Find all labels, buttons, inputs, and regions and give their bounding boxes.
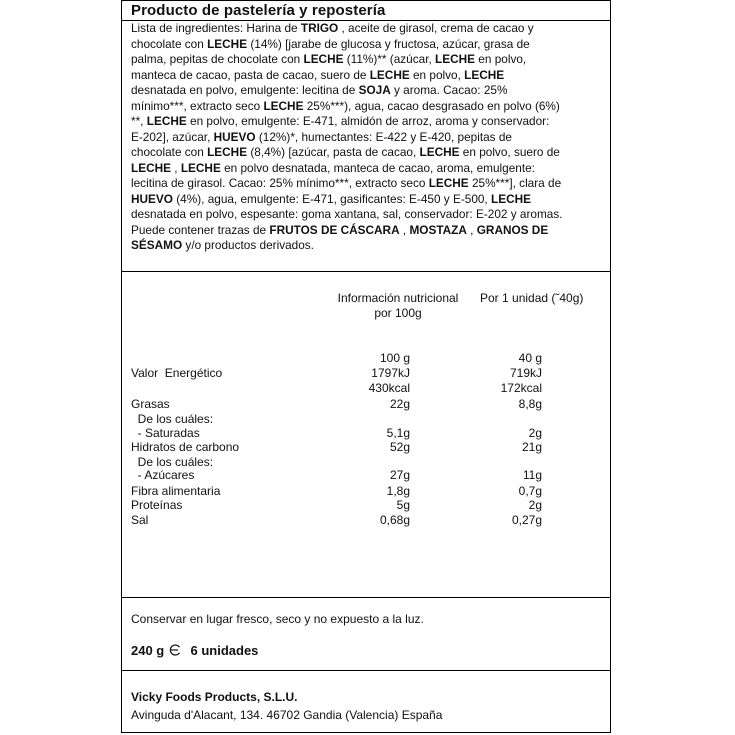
nutrition-label: Sal [131, 513, 149, 527]
nutrition-value-per-100g: 52g [389, 440, 410, 454]
ingredients-line [131, 68, 601, 84]
allergen-text: SÉSAMO [131, 238, 183, 252]
allergen-text: LECHE [131, 160, 171, 175]
nutrition-value-per-100g: 0,68g [379, 513, 410, 527]
nutrition-value-per-100g: 1,8g [386, 484, 410, 498]
ingredients-line [131, 192, 601, 208]
nutrition-value-per-100g: 5,1g [386, 426, 410, 440]
company-name: Vicky Foods Products, S.L.U. [131, 690, 298, 704]
allergen-text: HUEVO [213, 129, 256, 144]
e-mark-icon [169, 644, 181, 656]
ingredients-line [131, 207, 601, 223]
nutrition-col1-header-line2: por 100g [374, 306, 422, 320]
ingredients-line [131, 52, 601, 68]
nutrition-label: Hidratos de carbono [131, 440, 240, 454]
storage-instructions: Conservar en lugar fresco, seco y no expuesto a la luz. [131, 612, 424, 626]
unit-count: 6 unidades [190, 643, 259, 658]
allergen-text: LECHE [419, 145, 460, 159]
ingredient-text: y/o productos derivados. [182, 238, 314, 252]
ingredient-text: 25%***), agua, cacao desgrasado en polvo (6%) [303, 98, 560, 113]
ingredients-line [131, 99, 601, 115]
allergen-text: LECHE [491, 191, 531, 206]
ingredient-text: mínimo***, extracto seco [131, 98, 264, 113]
allergen-text: SOJA [358, 83, 391, 97]
allergen-text: HUEVO [131, 191, 173, 206]
ingredients-line [131, 130, 601, 146]
ingredient-text: 25%***], clara de [468, 176, 562, 190]
ingredient-text: en polvo desnatada, manteca de cacao, aroma, emulgente: [220, 160, 535, 175]
ingredients-line [131, 37, 601, 53]
allergen-text: MOSTAZA [409, 222, 467, 237]
ingredient-text: , aceite de girasol, crema de cacao y [338, 21, 534, 35]
ingredient-text: y aroma. Cacao: 25% [390, 83, 508, 97]
nutrition-label: Valor Energético [131, 366, 223, 380]
nutrition-value-per-100g: 430kcal [368, 381, 410, 395]
ingredient-text: manteca de cacao, pasta de cacao, suero de [131, 67, 370, 82]
ingredient-text: Puede contener trazas de [131, 222, 270, 237]
nutrition-label: - Saturadas [131, 426, 200, 440]
ingredient-text: (12%)*, humectantes: E-422 y E-420, pepitas de [255, 129, 512, 144]
ingredients-list [131, 21, 601, 254]
allergen-text: FRUTOS DE CÁSCARA [269, 222, 400, 237]
ingredients-divider [122, 271, 610, 272]
allergen-text: LECHE [435, 52, 476, 66]
nutrition-label: De los cuáles: [131, 455, 214, 469]
ingredient-text: en polvo, emulgente: E-471, almidón de arroz, aroma y conservador: [186, 114, 550, 128]
ingredient-text: palma, pepitas de chocolate con [131, 52, 304, 66]
nutrition-label: Fibra alimentaria [131, 484, 221, 498]
nutrition-value-per-unit: 2g [528, 426, 542, 440]
nutrition-value-per-unit: 0,27g [511, 513, 542, 527]
nutrition-label: Proteínas [131, 498, 183, 512]
ingredient-text: Lista de ingredientes: Harina de [131, 21, 301, 35]
ingredient-text: chocolate con [131, 145, 208, 159]
net-weight: 240 g [131, 643, 165, 658]
nutrition-value-per-unit: 11g [522, 468, 542, 482]
nutrition-value-per-100g: 1797kJ [371, 366, 410, 380]
nutrition-col1-amount: 100 g [379, 351, 410, 365]
ingredient-text: , [170, 160, 181, 175]
nutrition-label: - Azúcares [131, 468, 195, 482]
ingredients-line [131, 223, 601, 239]
ingredient-text: en polvo, [475, 52, 527, 66]
company-address: Avinguda d'Alacant, 134. 46702 Gandia (Valencia) España [131, 708, 443, 722]
nutrition-divider [122, 597, 610, 598]
ingredient-text: lecitina de girasol. Cacao: 25% mínimo***, extracto seco [131, 176, 429, 190]
ingredient-text: (8,4%) [azúcar, pasta de cacao, [247, 145, 420, 159]
ingredient-text: , [399, 222, 410, 237]
product-title: Producto de pastelería y repostería [131, 2, 386, 19]
nutrition-value-per-100g: 22g [389, 397, 410, 411]
allergen-text: LECHE [263, 98, 304, 113]
ingredient-text: E-202], azúcar, [131, 129, 214, 144]
product-label [121, 0, 611, 733]
nutrition-value-per-unit: 8,8g [518, 397, 542, 411]
ingredient-text: , [466, 222, 477, 237]
allergen-text: LECHE [207, 145, 248, 159]
ingredient-text: (14%) [jarabe de glucosa y fructosa, azúcar, grasa de [247, 36, 530, 51]
allergen-text: LECHE [369, 67, 410, 82]
nutrition-value-per-unit: 0,7g [518, 484, 542, 498]
nutrition-value-per-unit: 172kcal [500, 381, 542, 395]
ingredient-text: en polvo, suero de [459, 145, 560, 159]
ingredient-text: desnatada en polvo, emulgente: lecitina de [131, 83, 359, 97]
ingredient-text: (11%)** (azúcar, [343, 52, 436, 66]
allergen-text: LECHE [180, 160, 221, 175]
nutrition-value-per-unit: 2g [528, 498, 542, 512]
nutrition-col2-header: Por 1 unidad (˜40g) [480, 291, 584, 305]
nutrition-col1-header-line1: Información nutricional [337, 291, 459, 305]
allergen-text: LECHE [428, 176, 469, 190]
allergen-text: TRIGO [300, 21, 339, 35]
weight-divider [122, 670, 610, 671]
net-weight-line [131, 643, 258, 658]
ingredient-text: **, [131, 114, 147, 128]
nutrition-value-per-unit: 21g [521, 440, 542, 454]
nutrition-value-per-100g: 27g [389, 468, 410, 482]
allergen-text: LECHE [464, 67, 505, 82]
nutrition-col2-amount: 40 g [518, 351, 542, 365]
ingredient-text: en polvo, [409, 67, 465, 82]
ingredients-line [131, 145, 601, 161]
allergen-text: LECHE [303, 52, 344, 66]
ingredients-line [131, 83, 601, 99]
ingredient-text: desnatada en polvo, espesante: goma xantana, sal, conservador: E-202 y aromas. [131, 207, 563, 221]
nutrition-value-per-unit: 719kJ [509, 366, 542, 380]
nutrition-label: Grasas [131, 397, 170, 411]
nutrition-label: De los cuáles: [131, 412, 214, 426]
nutrition-value-per-100g: 5g [396, 498, 410, 512]
ingredients-line [131, 114, 601, 130]
ingredients-line [131, 238, 601, 254]
allergen-text: GRANOS DE [476, 222, 549, 237]
allergen-text: LECHE [146, 114, 187, 128]
ingredient-text: (4%), agua, emulgente: E-471, gasificantes: E-450 y E-500, [172, 191, 491, 206]
ingredients-line [131, 176, 601, 192]
ingredients-line [131, 161, 601, 177]
ingredients-line [131, 21, 601, 37]
allergen-text: LECHE [207, 36, 248, 51]
ingredient-text: chocolate con [131, 36, 208, 51]
